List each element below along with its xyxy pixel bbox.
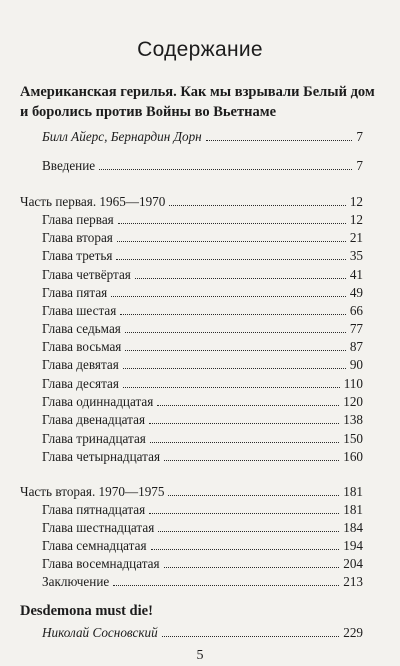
entry-label: Глава восьмая — [42, 339, 122, 354]
leader-dots — [117, 227, 346, 242]
entry-page: 7 — [356, 129, 363, 144]
toc-entry-chapter[interactable] — [42, 300, 363, 319]
leader-dots — [169, 191, 345, 206]
leader-dots — [206, 126, 353, 141]
entry-label: Глава третья — [42, 248, 113, 263]
entry-label: Глава одиннадцатая — [42, 394, 154, 409]
entry-label: Николай Сосновский — [42, 625, 158, 640]
leader-dots — [135, 264, 346, 279]
toc-entry-chapter[interactable] — [42, 264, 363, 283]
entry-page: 184 — [343, 520, 363, 535]
leader-dots — [123, 373, 340, 388]
leader-dots — [113, 571, 339, 586]
entry-label: Заключение — [42, 574, 110, 589]
entry-page: 35 — [349, 248, 363, 263]
entry-page: 150 — [343, 431, 363, 446]
leader-dots — [111, 282, 346, 297]
book1-title-line2: и боролись против Войны во Вьетнаме — [20, 104, 277, 120]
entry-page: 120 — [343, 394, 363, 409]
toc-entry-chapter[interactable] — [42, 245, 363, 264]
toc-entry-chapter[interactable] — [42, 282, 363, 301]
leader-dots — [118, 209, 346, 224]
leader-dots — [123, 354, 346, 369]
entry-page: 21 — [349, 230, 363, 245]
entry-label: Часть вторая. 1970—1975 — [20, 484, 165, 499]
leader-dots — [116, 245, 345, 260]
leader-dots — [120, 300, 346, 315]
entry-page: 12 — [349, 194, 363, 209]
entry-label: Глава четырнадцатая — [42, 449, 161, 464]
entry-label: Глава девятая — [42, 357, 119, 372]
toc-entry-chapter[interactable] — [42, 336, 363, 355]
toc-entry-chapter[interactable] — [42, 227, 363, 246]
entry-label: Глава пятнадцатая — [42, 502, 146, 517]
toc-entry-chapter[interactable] — [42, 391, 363, 410]
entry-page: 12 — [349, 212, 363, 227]
book2-author-entry[interactable] — [42, 622, 363, 641]
leader-dots — [164, 553, 340, 568]
entry-page: 181 — [343, 502, 363, 517]
entry-page: 66 — [349, 303, 363, 318]
page-title: Содержание — [137, 38, 263, 61]
toc-entry-chapter[interactable] — [42, 409, 363, 428]
leader-dots — [125, 336, 345, 351]
toc-entry-chapter[interactable] — [42, 535, 363, 554]
toc-entry-chapter[interactable] — [42, 553, 363, 572]
entry-page: 204 — [343, 556, 363, 571]
entry-page: 41 — [349, 267, 363, 282]
leader-dots — [157, 391, 339, 406]
leader-dots — [125, 318, 346, 333]
book2-title: Desdemona must die! — [20, 603, 153, 619]
page-number: 5 — [196, 648, 204, 663]
leader-dots — [168, 481, 339, 496]
leader-dots — [149, 409, 339, 424]
entry-label: Глава шестнадцатая — [42, 520, 155, 535]
toc-entry-chapter[interactable] — [42, 373, 363, 392]
book1-authors-entry[interactable] — [42, 126, 363, 145]
entry-label: Глава вторая — [42, 230, 113, 245]
toc-entry-chapter[interactable] — [42, 318, 363, 337]
entry-label: Глава семнадцатая — [42, 538, 147, 553]
toc-entry-chapter[interactable] — [42, 499, 363, 518]
entry-page: 160 — [343, 449, 363, 464]
toc-entry-part2[interactable] — [20, 481, 363, 500]
entry-label: Билл Айерс, Бернардин Дорн — [42, 129, 202, 144]
leader-dots — [99, 155, 352, 170]
toc-entry-chapter[interactable] — [42, 446, 363, 465]
leader-dots — [151, 535, 340, 550]
entry-label: Глава седьмая — [42, 321, 121, 336]
leader-dots — [162, 622, 340, 637]
entry-page: 90 — [349, 357, 363, 372]
entry-label: Введение — [42, 158, 96, 173]
entry-label: Глава первая — [42, 212, 114, 227]
entry-label: Глава пятая — [42, 285, 108, 300]
book1-title-line1: Американская герилья. Как мы взрывали Белый дом — [20, 84, 375, 100]
entry-label: Глава четвёртая — [42, 267, 131, 282]
leader-dots — [164, 446, 339, 461]
entry-page: 194 — [343, 538, 363, 553]
entry-label: Часть первая. 1965—1970 — [20, 194, 166, 209]
toc-entry-intro[interactable] — [42, 155, 363, 174]
entry-page: 138 — [343, 412, 363, 427]
entry-page: 110 — [343, 376, 363, 391]
entry-page: 7 — [356, 158, 363, 173]
entry-page: 49 — [349, 285, 363, 300]
leader-dots — [149, 499, 339, 514]
entry-label: Глава двенадцатая — [42, 412, 146, 427]
leader-dots — [150, 428, 339, 443]
entry-page: 87 — [349, 339, 363, 354]
entry-label: Глава шестая — [42, 303, 117, 318]
entry-label: Глава восемнадцатая — [42, 556, 160, 571]
toc-entry-conclusion[interactable] — [42, 571, 363, 590]
entry-label: Глава десятая — [42, 376, 119, 391]
entry-page: 77 — [349, 321, 363, 336]
toc-entry-chapter[interactable] — [42, 209, 363, 228]
entry-page: 181 — [343, 484, 363, 499]
toc-entry-chapter[interactable] — [42, 354, 363, 373]
entry-label: Глава тринадцатая — [42, 431, 146, 446]
toc-entry-part1[interactable] — [20, 191, 363, 210]
toc-entry-chapter[interactable] — [42, 428, 363, 447]
entry-page: 213 — [343, 574, 363, 589]
entry-page: 229 — [343, 625, 363, 640]
leader-dots — [158, 517, 339, 532]
toc-entry-chapter[interactable] — [42, 517, 363, 536]
